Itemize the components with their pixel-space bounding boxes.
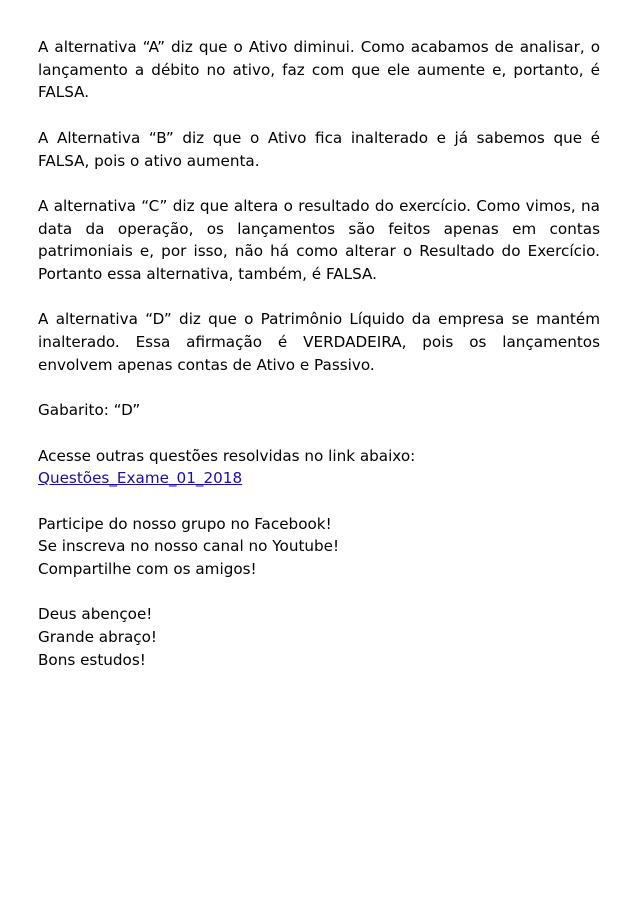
more-questions-block [38, 445, 600, 490]
share-line: Compartilhe com os amigos! [38, 560, 257, 579]
youtube-channel-line: Se inscreva no nosso canal no Youtube! [38, 537, 340, 556]
paragraph-alternative-c: A alternativa “C” diz que altera o resultado do exercício. Como vimos, na data da operação, os lançamentos são feitos apenas em contas patrimoniais e, por isso, não há como alterar o Resultado do Exercício. Portanto essa alternativa, também, é FALSA. [38, 196, 600, 283]
closing-line-blessing: Deus abençoe! [38, 605, 153, 624]
closing-block [38, 603, 600, 671]
social-block [38, 513, 600, 581]
paragraph-alternative-b: A Alternativa “B” diz que o Ativo fica inalterado e já sabemos que é FALSA, pois o ativo aumenta. [38, 128, 600, 170]
answer-key: Gabarito: “D” [38, 401, 141, 420]
more-questions-intro: Acesse outras questões resolvidas no link abaixo: [38, 446, 416, 465]
facebook-group-line: Participe do nosso grupo no Facebook! [38, 514, 332, 533]
document-page [38, 36, 600, 694]
closing-line-hug: Grande abraço! [38, 628, 157, 647]
paragraph-alternative-d: A alternativa “D” diz que o Patrimônio Líquido da empresa se mantém inalterado. Essa afirmação é VERDADEIRA, pois os lançamentos envolvem apenas contas de Ativo e Passivo. [38, 310, 600, 374]
questions-exam-link[interactable]: Questões_Exame_01_2018 [38, 469, 243, 488]
paragraph-alternative-a: A alternativa “A” diz que o Ativo diminui. Como acabamos de analisar, o lançamento a débito no ativo, faz com que ele aumente e, portanto, é FALSA. [38, 38, 600, 102]
closing-line-studies: Bons estudos! [38, 650, 146, 669]
